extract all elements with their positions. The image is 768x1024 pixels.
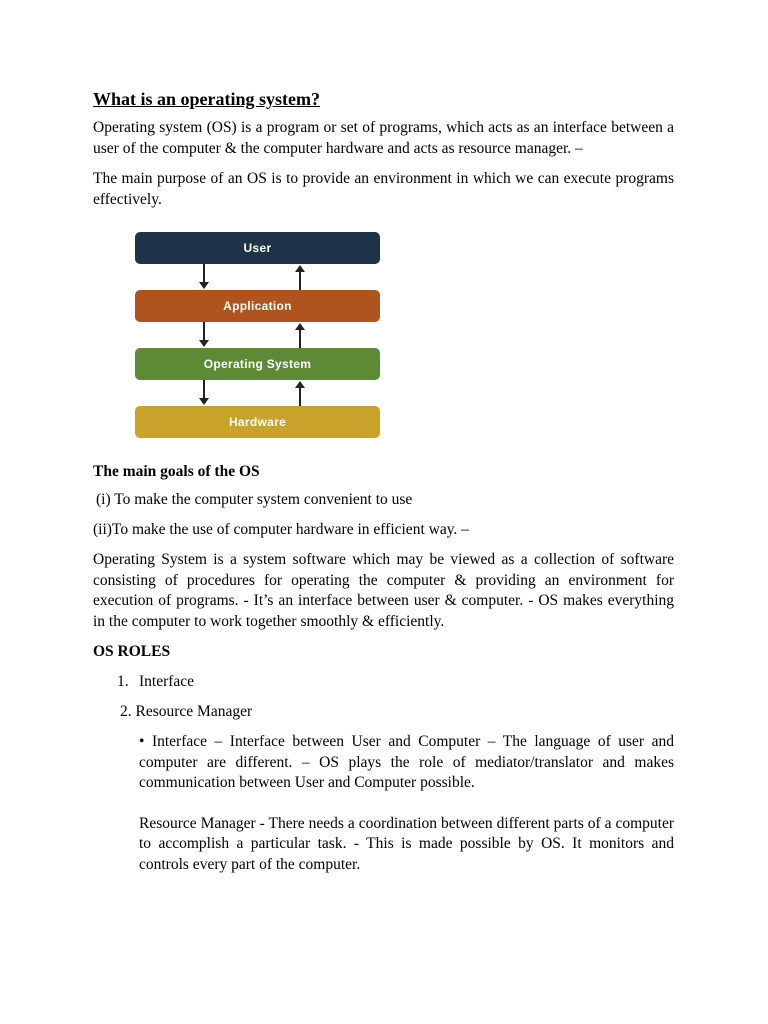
layer-user [135,232,380,264]
layer-application [135,290,380,322]
arrow-up-icon [299,387,301,406]
layer-hardware [135,406,380,438]
page-title: What is an operating system? [93,89,321,109]
role-label: Interface [139,673,195,690]
arrow-down-icon [203,322,205,341]
layer-os-label: Operating System [203,357,312,371]
role-number: 2. [120,703,132,720]
arrow-down-icon [203,264,205,283]
roles-detail [139,732,674,875]
document-page [93,88,674,875]
goal-item: (ii)To make the use of computer hardware in efficient way. – [93,521,469,538]
os-layer-diagram [135,232,385,442]
layer-application-label: Application [223,299,292,313]
layer-user-label: User [243,241,272,255]
roles-heading: OS ROLES [93,643,171,660]
role-label: Resource Manager [135,703,253,720]
role-item-interface [93,672,674,692]
paragraph-os-definition: Operating system (OS) is a program or set of programs, which acts as an interface between a user of the computer & the computer hardware and acts as resource manager. – [93,119,674,157]
arrow-down-icon [203,380,205,399]
goal-item: (i) To make the computer system convenient to use [96,491,413,508]
role-item-resource-manager [93,702,674,722]
goals-heading: The main goals of the OS [93,463,260,480]
arrow-up-icon [299,329,301,348]
role-number: 1. [117,673,129,690]
paragraph-os-system-software: Operating System is a system software which may be viewed as a collection of software consisting of procedures for operating the computer & providing an environment for execution of programs. - It’s an interface between user & computer. - OS makes everything in the computer to work together smoothly & efficiently. [93,551,674,630]
paragraph-resource-manager-role: Resource Manager - There needs a coordination between different parts of a computer to accomplish a particular task. - This is made possible by OS. It monitors and controls every part of the computer. [139,814,674,873]
layer-hardware-label: Hardware [228,415,287,429]
paragraph-os-purpose: The main purpose of an OS is to provide an environment in which we can execute programs effectively. [93,170,674,208]
layer-operating-system [135,348,380,380]
paragraph-interface-role: • Interface – Interface between User and Computer – The language of user and computer are different. – OS plays the role of mediator/translator and makes communication between User and Computer possible. [139,733,674,791]
arrow-up-icon [299,271,301,290]
